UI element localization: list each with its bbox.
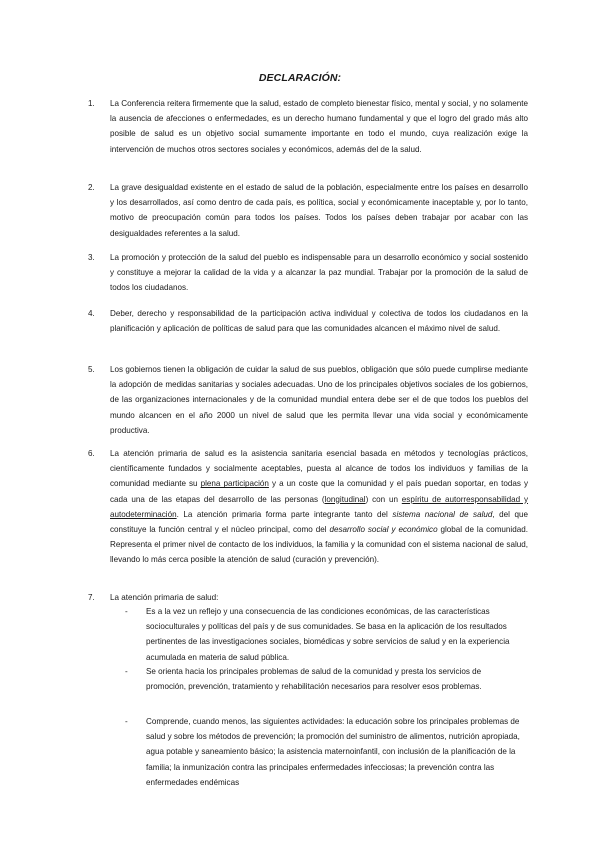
italic-phrase: sistema nacional de salud (392, 509, 493, 519)
item-number: 5. (88, 365, 95, 374)
item-text: La promoción y protección de la salud del pueblo es indispensable para un desarrollo económico y social sostenido y constituye a mejorar la calidad de la vida y a alcanzar la paz mundial. Trabajar por la promoción de la salud de todos los ciudadanos. (110, 253, 528, 293)
item-text: La grave desigualdad existente en el estado de salud de la población, especialmente entre los países en desarrollo y los desarrollados, así como dentro de cada país, es política, social y económicamente inaceptable y, por lo tanto, motivo de preocupación común para todos los países. Todos los países deben trabajar por acabar con las desigualdades referentes a la salud. (110, 183, 528, 238)
declaration-item-1 (88, 96, 528, 157)
item-text: La atención primaria de salud: (110, 593, 219, 602)
text-segment: global de la comunidad. Representa el primer nivel de contacto de los individuos, la familia y la comunidad con el sistema nacional de salud, llevando lo más cerca posible la atención de salud (curación y prevención). (110, 525, 528, 565)
declaration-item-6 (88, 446, 528, 568)
item-text (110, 446, 528, 568)
underlined-phrase: espíritu de autorresponsabilidad y autodeterminación (110, 494, 529, 519)
declaration-item-2 (88, 180, 528, 241)
item-number: 2. (88, 183, 95, 192)
item-text: Deber, derecho y responsabilidad de la participación activa individual y colectiva de todos los ciudadanos en la planificación y aplicación de políticas de salud para que las comunidades alcancen el máximo nivel de salud. (110, 309, 528, 334)
text-segment: La atención primaria de salud es la asistencia sanitaria esencial basada en métodos y tecnologías prácticos, científicamente fundados y socialmente aceptables, puesta al alcance de todos los individuos y familias de la comunidad mediante su (110, 449, 528, 489)
bullet-item (125, 604, 523, 665)
text-segment: . La atención primaria forma parte integrante tanto del (176, 509, 393, 519)
bullet-item (125, 714, 523, 790)
item-number: 3. (88, 253, 95, 262)
bullet-dash: - (125, 607, 128, 616)
text-segment: ) con un (365, 494, 402, 504)
item-number: 7. (88, 593, 95, 602)
text-segment: y a un coste que la comunidad y el país puedan soportar, en todas y cada una de las etapas del desarrollo de las personas ( (110, 479, 529, 504)
bullet-item (125, 664, 523, 694)
item-number: 1. (88, 99, 95, 108)
bullet-text: Comprende, cuando menos, las siguientes actividades: la educación sobre los principales problemas de salud y sobre los métodos de prevención; la promoción del suministro de alimentos, nutrición apropiada, agua potable y saneamiento básico; la asistencia maternoinfantil, con inclusión de la planificación de la familia; la inmunización contra las principales enfermedades infecciosas; la prevención contra las enfermedades endémicas (146, 717, 520, 787)
document-title: DECLARACIÓN: (258, 72, 342, 84)
declaration-item-7 (88, 590, 528, 605)
bullet-dash: - (125, 717, 128, 726)
bullet-dash: - (125, 667, 128, 676)
item-text: La Conferencia reitera firmemente que la salud, estado de completo bienestar físico, mental y social, y no solamente la ausencia de afecciones o enfermedades, es un derecho humano fundamental y que el logro del grado más alto posible de salud es un objetivo social sumamente importante en todo el mundo, cuya realización exige la intervención de muchos otros sectores sociales y económicos, además del de la salud. (110, 99, 528, 154)
item-text: Los gobiernos tienen la obligación de cuidar la salud de sus pueblos, obligación que sólo puede cumplirse mediante la adopción de medidas sanitarias y sociales adecuadas. Uno de los principales objetivos sociales de los gobiernos, de las organizaciones internacionales y de la comunidad mundial entera debe ser el de que todos los pueblos del mundo alcancen en el año 2000 un nivel de salud que les permita llevar una vida social y económicamente productiva. (110, 365, 528, 435)
declaration-item-5 (88, 362, 528, 438)
item-number: 4. (88, 309, 95, 318)
underlined-phrase: plena participación (200, 479, 269, 489)
italic-phrase: desarrollo social y económico (329, 525, 438, 535)
bullet-text: Se orienta hacia los principales problemas de salud de la comunidad y presta los servicios de promoción, prevención, tratamiento y rehabilitación necesarios para resolver esos problemas. (146, 667, 482, 692)
text-segment: , del que constituye la función central y el núcleo principal, como del (110, 509, 528, 535)
bullet-text: Es a la vez un reflejo y una consecuencia de las condiciones económicas, de las características socioculturales y políticas del país y de sus comunidades. Se basa en la aplicación de los resultados pertinentes de las investigaciones sociales, biomédicas y sobre servicios de salud y en la experiencia acumulada en materia de salud pública. (146, 607, 510, 662)
item-number: 6. (88, 449, 95, 458)
declaration-item-4 (88, 306, 528, 336)
declaration-item-3 (88, 250, 528, 296)
underlined-phrase: longitudinal (324, 494, 366, 504)
